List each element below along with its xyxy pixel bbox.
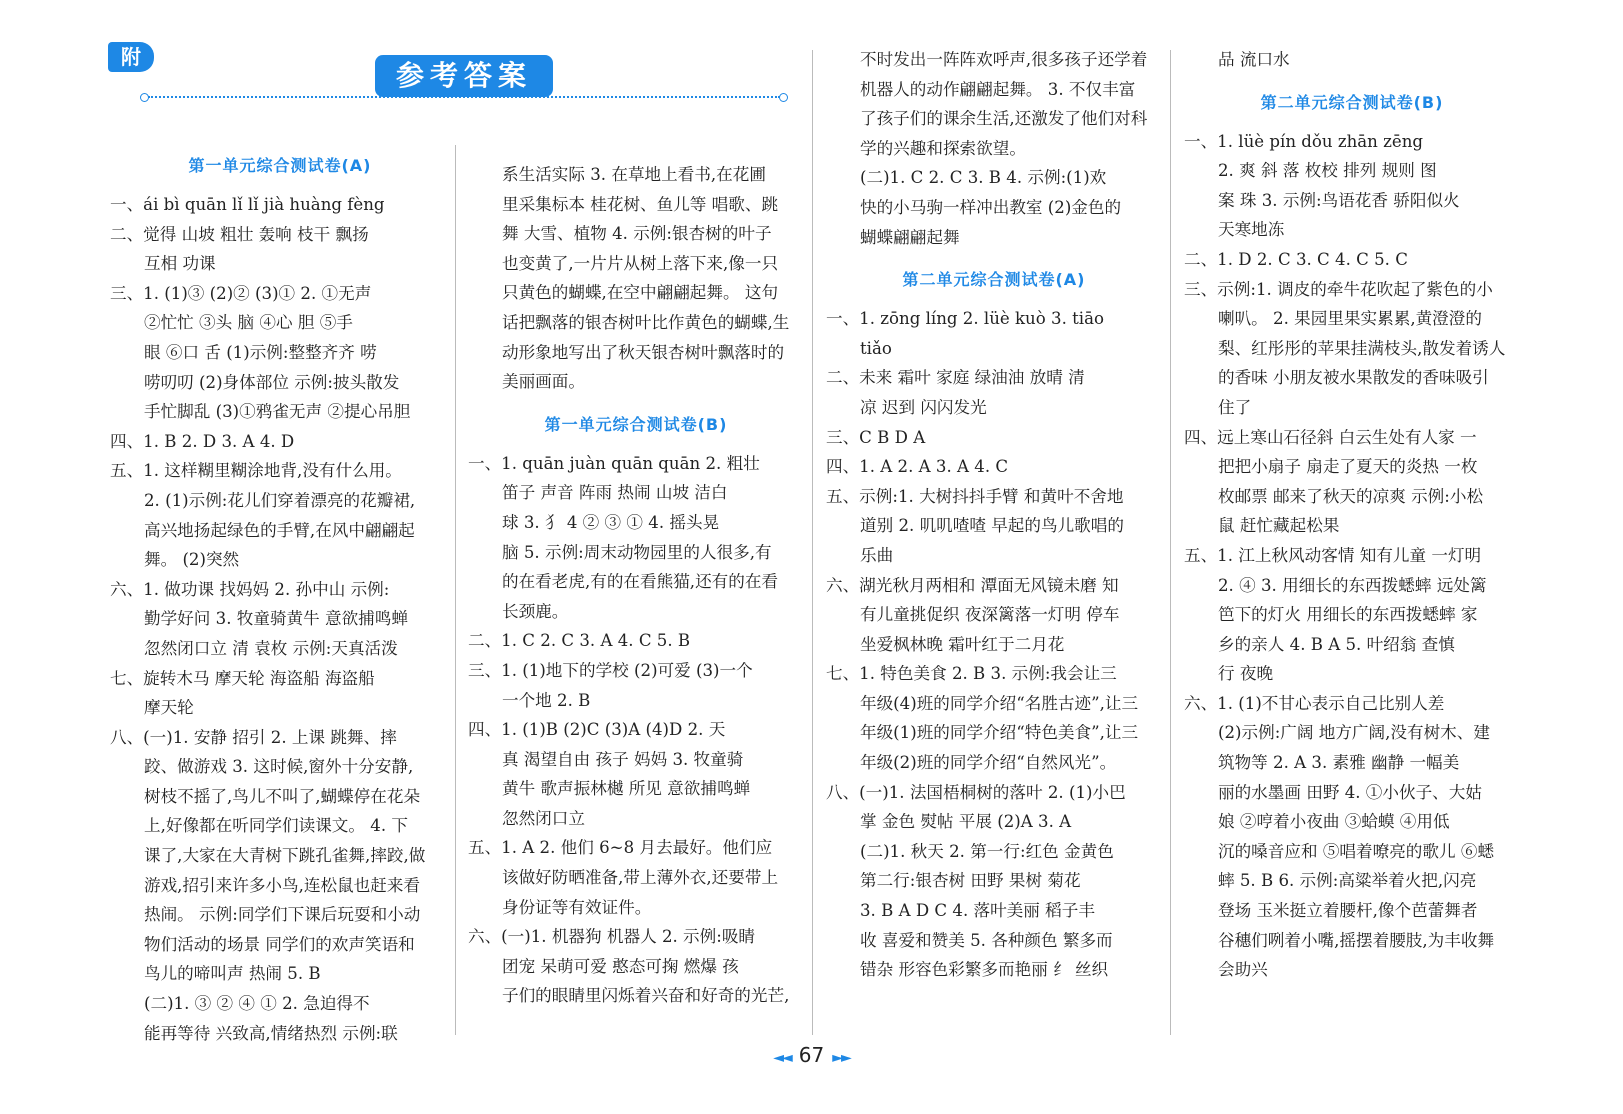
answer-line: 谷穗们咧着小嘴,摇摆着腰肢,为丰收舞 [1218, 930, 1495, 950]
answer-item: 一、1. zōng líng 2. lüè kuò 3. tiāo [826, 309, 1104, 329]
answer-item: 二、觉得 山坡 粗壮 轰响 枝干 飘扬 [110, 224, 369, 244]
answer-line: 团宠 呆萌可爱 憨态可掬 燃爆 孩 [502, 956, 739, 976]
answer-line: 忽然闭口立 [502, 808, 585, 828]
answer-line: 笆下的灯火 用细长的东西拨蟋蟀 家 [1218, 605, 1478, 625]
answer-line: tiǎo [860, 338, 892, 358]
answer-line: 2. 爽 斜 落 枚校 排列 规则 图 [1218, 161, 1437, 181]
answer-item: 五、1. A 2. 他们 6~8 月去最好。他们应 [468, 838, 773, 858]
answer-line: 的香味 小朋友被水果散发的香味吸引 [1218, 368, 1489, 388]
answer-line: 年级(2)班的同学介绍“自然风光”。 [860, 753, 1117, 773]
answer-line: 动形象地写出了秋天银杏树叶飘落时的 [502, 342, 785, 362]
answer-line: 热闹。 示例:同学们下课后玩耍和小动 [144, 905, 421, 925]
column-divider [812, 50, 813, 1035]
answer-line: 掌 金色 熨帖 平展 (2)A 3. A [860, 812, 1072, 832]
answer-line: 子们的眼睛里闪烁着兴奋和好奇的光芒, [502, 986, 790, 1006]
answer-line: 忽然闭口立 清 袁枚 示例:天真活泼 [144, 638, 398, 658]
answer-line: 学的兴趣和探索欲望。 [860, 138, 1026, 158]
answer-line: 把把小扇子 扇走了夏天的炎热 一枚 [1218, 457, 1478, 477]
answer-line: 乡的亲人 4. B A 5. 叶绍翁 查慎 [1218, 634, 1455, 654]
answer-line: 沉的嗓音应和 ⑤唱着嘹亮的歌儿 ⑥蟋 [1218, 841, 1495, 861]
answer-line: 蟀 5. B 6. 示例:高粱举着火把,闪亮 [1218, 871, 1477, 891]
answer-item: 六、1. 做功课 找妈妈 2. 孙中山 示例: [110, 579, 390, 599]
answer-line: (2)示例:广阔 地方广阔,没有树木、建 [1218, 723, 1490, 743]
answer-item: 三、1. (1)③ (2)② (3)① 2. ①无声 [110, 283, 372, 303]
answer-item: 四、1. B 2. D 3. A 4. D [110, 431, 295, 451]
answer-line: 鸟儿的啼叫声 热闹 5. B [144, 964, 321, 984]
answer-line: 该做好防晒准备,带上薄外衣,还要带上 [502, 868, 779, 888]
answer-line: 身份证等有效证件。 [502, 897, 652, 917]
answer-line: 机器人的动作翩翩起舞。 3. 不仅丰富 [860, 79, 1136, 99]
answer-line: 3. B A D C 4. 落叶美丽 稻子丰 [860, 901, 1095, 921]
next-page-arrows[interactable]: ►► [832, 1050, 850, 1066]
answer-item: 六、1. (1)不甘心表示自己比别人差 [1184, 693, 1445, 713]
answer-line: 喇叭。 2. 果园里果实累累,黄澄澄的 [1218, 309, 1482, 329]
answer-line: 眼 ⑥口 舌 (1)示例:整整齐齐 唠 [144, 342, 377, 362]
answer-line: 舞 大雪、植物 4. 示例:银杏树的叶子 [502, 224, 772, 244]
answer-line: 长颈鹿。 [502, 601, 569, 621]
answer-item: 一、1. lüè pín dǒu zhān zēng [1184, 131, 1424, 151]
answer-item: 八、(一)1. 安静 招引 2. 上课 跳舞、摔 [110, 727, 397, 747]
answer-line: 上,好像都在听同学们读课文。 4. 下 [144, 816, 408, 836]
answer-line: 第二行:银杏树 田野 果树 菊花 [860, 871, 1081, 891]
answer-line: 游戏,招引来许多小鸟,连松鼠也赶来看 [144, 875, 421, 895]
answer-item: 四、1. (1)B (2)C (3)A (4)D 2. 天 [468, 720, 726, 740]
answer-line: 手忙脚乱 (3)①鸦雀无声 ②提心吊胆 [144, 402, 411, 422]
answer-item: 五、1. 这样糊里糊涂地背,没有什么用。 [110, 461, 402, 481]
answer-line: 2. ④ 3. 用细长的东西拨蟋蟀 远处篱 [1218, 575, 1487, 595]
answer-line: 年级(4)班的同学介绍“名胜古迹”,让三 [860, 693, 1139, 713]
page-number: 67 [798, 1043, 825, 1067]
answer-line: 乐曲 [860, 545, 894, 565]
section-heading: 第二单元综合测试卷(A) [902, 270, 1086, 290]
answer-item: 七、1. 特色美食 2. B 3. 示例:我会让三 [826, 664, 1117, 684]
answer-line: 错杂 形容色彩繁多而艳丽 纟 丝织 [860, 960, 1109, 980]
answer-line: 道别 2. 叽叽喳喳 早起的鸟儿歌唱的 [860, 516, 1124, 536]
page-footer [0, 1043, 1623, 1067]
answer-line: 摩天轮 [144, 698, 194, 718]
answer-line: 蝴蝶翩翩起舞 [860, 227, 960, 247]
answer-line: 有儿童挑促织 夜深篱落一灯明 停车 [860, 605, 1120, 625]
appendix-tag: 附 [108, 42, 154, 72]
answer-line: 勤学好问 3. 牧童骑黄牛 意欲捕鸣蝉 [144, 609, 408, 629]
answer-item: 六、(一)1. 机器狗 机器人 2. 示例:吸睛 [468, 927, 756, 947]
answer-line: 里采集标本 桂花树、鱼儿等 唱歌、跳 [502, 194, 779, 214]
answer-line: 枚邮票 邮来了秋天的凉爽 示例:小松 [1218, 486, 1484, 506]
answer-line: 凉 迟到 闪闪发光 [860, 397, 987, 417]
answer-line: 不时发出一阵阵欢呼声,很多孩子还学着 [860, 50, 1148, 69]
answer-item: 二、1. D 2. C 3. C 4. C 5. C [1184, 249, 1408, 269]
answer-line: 舞。 (2)突然 [144, 550, 240, 570]
column-divider [1170, 50, 1171, 1035]
answer-item: 二、未来 霜叶 家庭 绿油油 放晴 清 [826, 368, 1085, 388]
answer-line: 跤、做游戏 3. 这时候,窗外十分安静, [144, 757, 414, 777]
section-heading: 第一单元综合测试卷(A) [188, 156, 372, 175]
answer-line: 真 渴望自由 孩子 妈妈 3. 牧童骑 [502, 749, 744, 769]
answer-line: (二)1. C 2. C 3. B 4. 示例:(1)欢 [860, 168, 1107, 188]
answer-line: 的在看老虎,有的在看熊猫,还有的在看 [502, 572, 779, 592]
answer-line: 行 夜晚 [1218, 664, 1274, 684]
answer-item: 四、1. A 2. A 3. A 4. C [826, 457, 1009, 477]
answer-item: 三、C B D A [826, 427, 926, 447]
answer-line: 高兴地扬起绿色的手臂,在风中翩翩起 [144, 520, 415, 540]
answer-line: 唠叨叨 (2)身体部位 示例:披头散发 [144, 372, 400, 392]
answer-line: 课了,大家在大青树下跳孔雀舞,摔跤,做 [144, 846, 426, 866]
answer-line: 品 流口水 [1218, 50, 1290, 69]
answer-line: 球 3. 犭 4 ② ③ ① 4. 摇头晃 [502, 512, 720, 532]
column-4 [1184, 45, 1520, 985]
answer-line: 丽的水墨画 田野 4. ①小伙子、大姑 [1218, 782, 1482, 802]
column-2 [468, 160, 804, 1011]
answer-line: 脑 5. 示例:周末动物园里的人很多,有 [502, 542, 772, 562]
answer-line: (二)1. 秋天 2. 第一行:红色 金黄色 [860, 841, 1114, 861]
answer-line: 互相 功课 [144, 254, 216, 274]
prev-page-arrows[interactable]: ◄◄ [773, 1050, 791, 1066]
answer-line: 收 喜爱和赞美 5. 各种颜色 繁多而 [860, 930, 1113, 950]
column-1 [110, 138, 450, 1048]
answer-line: ②忙忙 ③头 脑 ④心 胆 ⑤手 [144, 313, 353, 333]
column-divider [455, 145, 456, 1035]
answer-line: 只黄色的蝴蝶,在空中翩翩起舞。 这句 [502, 283, 779, 303]
answer-line: 筑物等 2. A 3. 素雅 幽静 一幅美 [1218, 753, 1460, 773]
answer-line: 案 珠 3. 示例:鸟语花香 骄阳似火 [1218, 190, 1460, 210]
answer-line: 住了 [1218, 397, 1252, 417]
answer-line: 能再等待 兴致高,情绪热烈 示例:联 [144, 1023, 398, 1043]
answer-line: 快的小马驹一样冲出教室 (2)金色的 [860, 197, 1122, 217]
answer-line: 美丽画面。 [502, 372, 585, 392]
answer-item: 一、1. quān juàn quān quān 2. 粗壮 [468, 453, 760, 473]
answer-line: 笛子 声音 阵雨 热闹 山坡 洁白 [502, 483, 728, 503]
column-3 [826, 45, 1162, 985]
answer-item: 七、旋转木马 摩天轮 海盗船 海盗船 [110, 668, 375, 688]
answer-item: 八、(一)1. 法国梧桐树的落叶 2. (1)小巴 [826, 782, 1126, 802]
answer-line: 天寒地冻 [1218, 220, 1285, 240]
answer-line: 也变黄了,一片片从树上落下来,像一只 [502, 253, 779, 273]
answer-line: 鼠 赶忙藏起松果 [1218, 516, 1340, 536]
answer-line: 坐爱枫林晚 霜叶红于二月花 [860, 634, 1065, 654]
answer-line: 树枝不摇了,鸟儿不叫了,蝴蝶停在花朵 [144, 786, 421, 806]
answer-line: 2. (1)示例:花儿们穿着漂亮的花瓣裙, [144, 490, 416, 510]
answer-line: 梨、红彤彤的苹果挂满枝头,散发着诱人 [1218, 338, 1506, 358]
answer-item: 五、示例:1. 大树抖抖手臂 和黄叶不舍地 [826, 486, 1124, 506]
section-heading: 第二单元综合测试卷(B) [1260, 92, 1444, 112]
answer-line: (二)1. ③ ② ④ ① 2. 急迫得不 [144, 994, 370, 1014]
answer-line: 物们活动的场景 同学们的欢声笑语和 [144, 934, 415, 954]
answer-item: 五、1. 江上秋风动客情 知有儿童 一灯明 [1184, 545, 1482, 565]
title-divider [148, 96, 780, 98]
answer-line: 了孩子们的课余生活,还激发了他们对科 [860, 109, 1148, 129]
answer-line: 娘 ②哼着小夜曲 ③蛤蟆 ④用低 [1218, 812, 1450, 832]
answer-item: 二、1. C 2. C 3. A 4. C 5. B [468, 631, 691, 651]
answer-item: 四、远上寒山石径斜 白云生处有人家 一 [1184, 427, 1477, 447]
answer-line: 系生活实际 3. 在草地上看书,在花圃 [502, 165, 766, 184]
answer-line: 黄牛 歌声振林樾 所见 意欲捕鸣蝉 [502, 779, 751, 799]
answer-item: 三、示例:1. 调皮的牵牛花吹起了紫色的小 [1184, 279, 1493, 299]
page-title: 参考答案 [375, 55, 553, 97]
answer-item: 三、1. (1)地下的学校 (2)可爱 (3)一个 [468, 660, 753, 680]
answer-line: 年级(1)班的同学介绍“特色美食”,让三 [860, 723, 1139, 743]
answer-line: 登场 玉米挺立着腰杆,像个芭蕾舞者 [1218, 901, 1478, 921]
answer-item: 六、湖光秋月两相和 潭面无风镜未磨 知 [826, 575, 1119, 595]
answer-line: 一个地 2. B [502, 690, 591, 710]
answer-item: 一、ái bì quān lǐ lǐ jià huàng fèng [110, 195, 385, 214]
answer-line: 话把飘落的银杏树叶比作黄色的蝴蝶,生 [502, 312, 790, 332]
section-heading: 第一单元综合测试卷(B) [544, 414, 728, 434]
answer-line: 会助兴 [1218, 960, 1268, 980]
